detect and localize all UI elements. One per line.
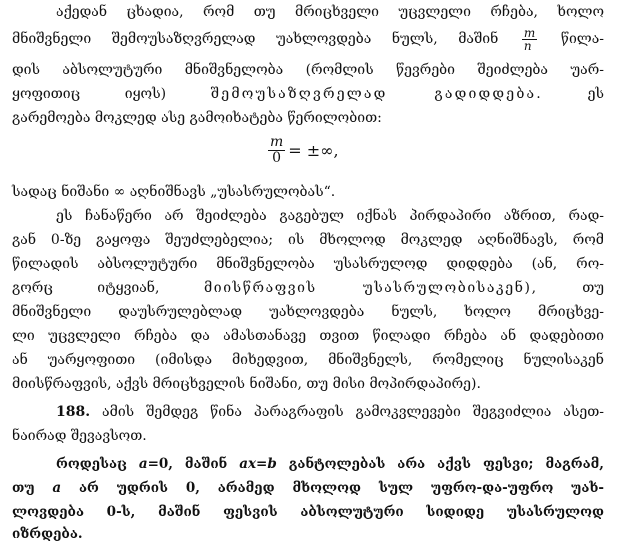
bold-line-1-start: როდესაც <box>56 456 127 472</box>
bold-line-1-eq: =0, მაშინ <box>147 456 228 472</box>
section-188-line-1 <box>56 400 604 424</box>
bold-paragraph-line-3: ლოვდება 0-ს, მაშინ ფესვის აბსოლუტური სიდიდე უსასრულოდ <box>12 504 604 520</box>
emphasized-phrase: შემოუსაზღვრელად გადიდდება. <box>210 86 543 102</box>
paragraph-3-line-3: წილადის აბსოლუტური მნიშვნელობა უსასრულოდ დიდდება (ან, რო- <box>12 256 604 272</box>
paragraph-3-line-4-end: თუ <box>582 280 605 296</box>
fraction-numerator: m <box>523 25 536 40</box>
paragraph-1-line-2-end: წილა- <box>560 31 605 47</box>
math-a-2: a <box>52 480 62 496</box>
emphasized-phrase-2: მიისწრაფვის უსასრულობისაკენ), <box>203 280 538 296</box>
bold-line-2-rest: არ უდრის 0, არამედ მხოლოდ სულ უფრო-და-უფრო უახ- <box>79 480 605 496</box>
bold-paragraph-line-4: იზრდება. <box>12 526 83 542</box>
paragraph-1-line-5: გარემოება მოკლედ ასე გამოიხატება წერილობით: <box>12 110 382 126</box>
fraction-denominator: n <box>523 38 532 53</box>
paragraph-1-line-2-text: მნიშვნელი შემოუსაზღვრელად უახლოვდება ნულს, მაშინ <box>12 31 499 47</box>
display-formula <box>265 135 339 175</box>
paragraph-2-line-1: სადაც ნიშანი ∞ აღნიშნავს „უსასრულობას“. <box>12 184 336 200</box>
math-a: a <box>138 456 148 472</box>
math-ax: ax <box>239 456 257 472</box>
paragraph-1-line-4-end: ეს <box>587 86 604 102</box>
section-188-text: ამის შემდეგ წინა პარაგრაფის გამოკვლევები შეგვიძლია ასეთ- <box>102 404 604 420</box>
paragraph-1-line-4-text: ყოფითიც იყოს) <box>12 86 167 102</box>
paragraph-1-line-3: დის აბსოლუტური მნიშვნელობა (რომლის წევრები შეიძლება უარ- <box>12 62 604 78</box>
paragraph-1-line-2 <box>12 25 604 53</box>
paragraph-3-line-8: მიისწრაფვის, აქვს მრიცხველის ნიშანი, თუ მისი მოპირდაპირე). <box>12 376 481 392</box>
formula-denominator: 0 <box>272 150 282 166</box>
bold-line-2-start: თუ <box>12 480 35 496</box>
paragraph-1-line-4 <box>12 82 604 106</box>
paragraph-3-line-7: ან უარყოფითი (იმისდა მიხედვით, მნიშვნელს, რომელიც ნულისაკენ <box>12 352 604 368</box>
bold-paragraph-line-1 <box>56 452 604 476</box>
fraction-m-over-n <box>522 27 537 52</box>
formula-fraction <box>268 135 285 166</box>
paragraph-3-line-4-text: გორც იტყვიან, <box>12 280 160 296</box>
paragraph-3-line-5: მნიშვნელი დაუსრულებლად უახლოვდება ნულს, ხოლო მრიცხვე- <box>12 304 604 320</box>
math-b: b <box>267 456 277 472</box>
paragraph-3-line-6: ლი უცვლელი რჩება და ამასთანავე თვით წილადი რჩება ან დადებითი <box>12 328 604 344</box>
paragraph-1-line-1: აქედან ცხადია, რომ თუ მრიცხველი უცვლელი რჩება, ხოლო <box>56 4 604 20</box>
bold-line-1-eq-2: = <box>256 456 268 472</box>
paragraph-3-line-1: ეს ჩანაწერი არ შეიძლება გაგებულ იქნას პირდაპირი აზრით, რად- <box>56 208 604 224</box>
bold-paragraph-line-2 <box>12 476 604 500</box>
section-188-line-2: ნაირად შევავსოთ. <box>12 428 147 444</box>
section-number: 188. <box>56 404 91 420</box>
paragraph-3-line-2: გან 0-ზე გაყოფა შეუძლებელია; ის მხოლოდ მოკლედ აღნიშნავს, რომ <box>12 232 604 248</box>
formula-relation: = ±∞, <box>288 140 339 160</box>
paragraph-3-line-4 <box>12 276 604 300</box>
formula-numerator: m <box>270 134 284 150</box>
bold-line-1-rest: განტოლებას არა აქვს ფესვი; მაგრამ, <box>288 456 605 472</box>
